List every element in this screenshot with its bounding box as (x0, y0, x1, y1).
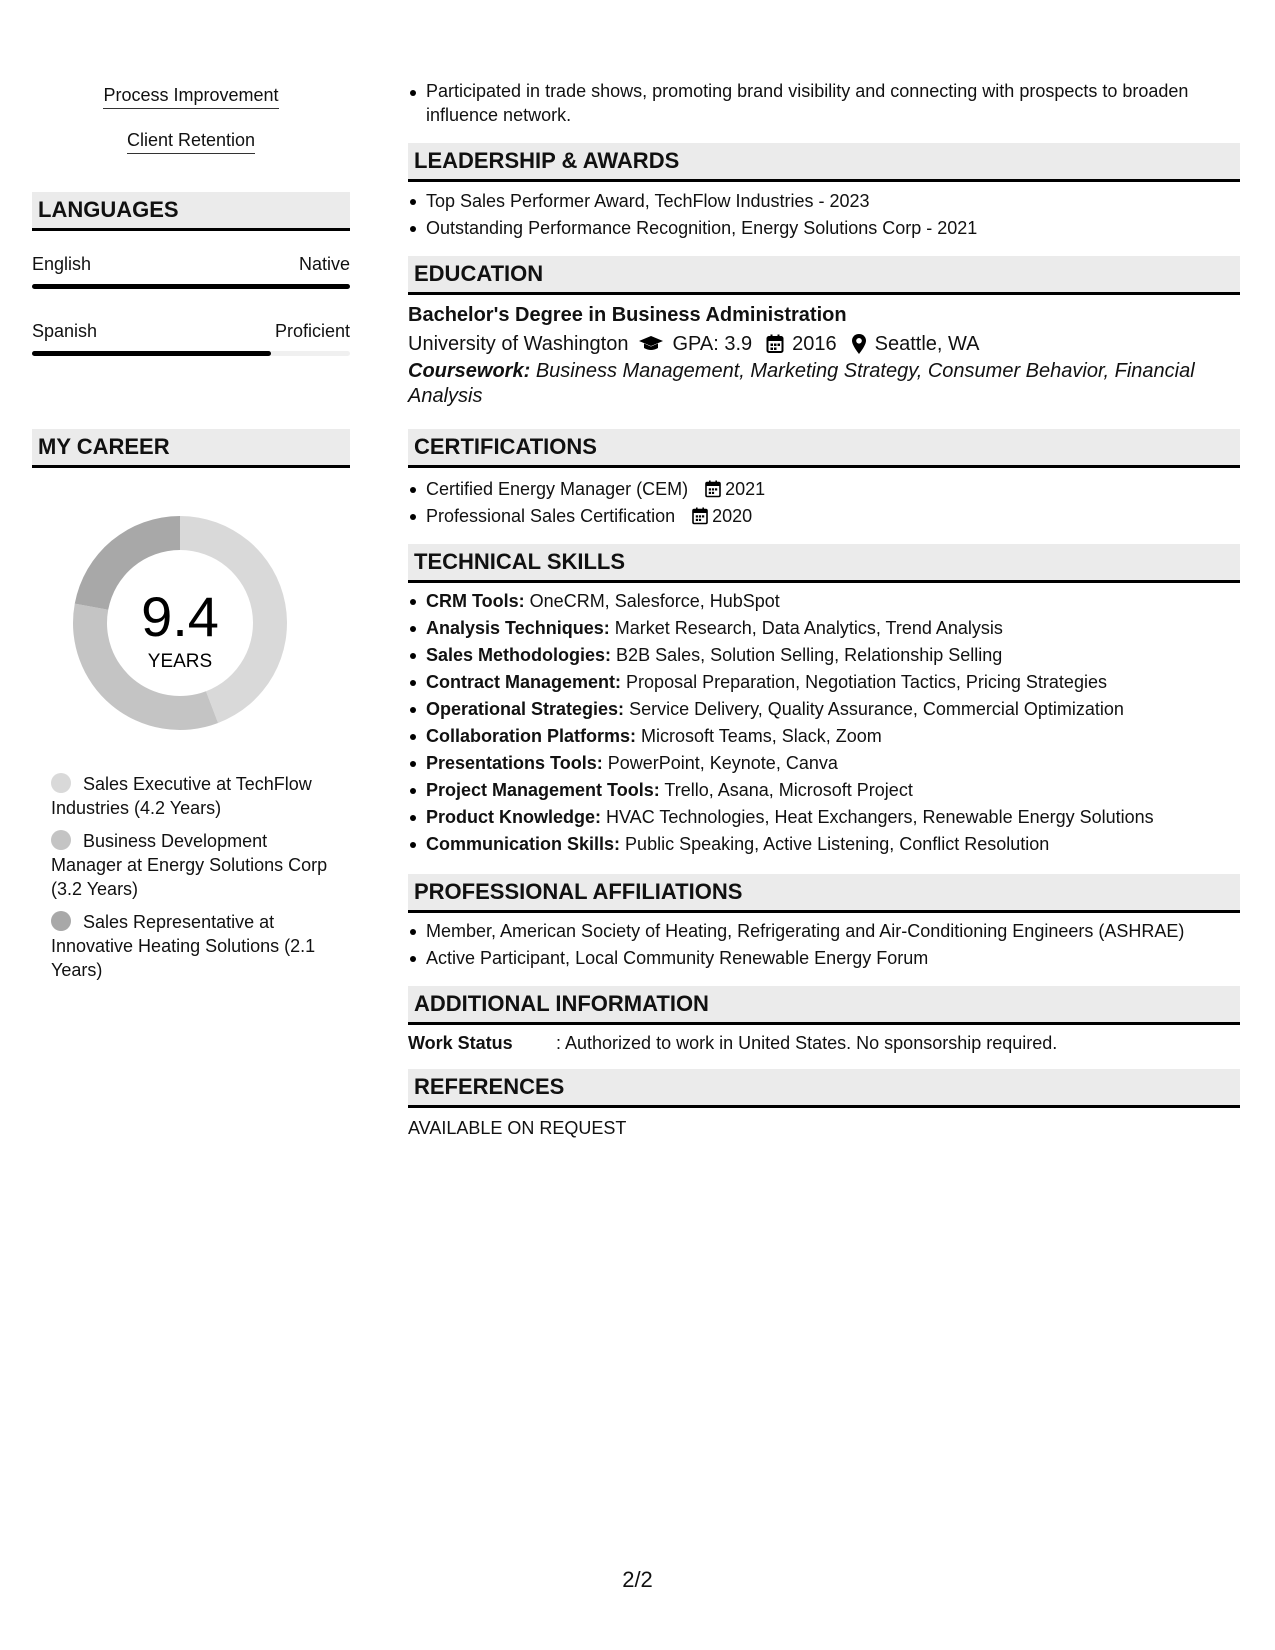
affiliations-heading: PROFESSIONAL AFFILIATIONS (408, 874, 1240, 913)
language-level-bar (32, 351, 350, 356)
graduation-cap-icon (638, 335, 664, 353)
certification-year: 2021 (725, 479, 766, 499)
languages-heading: LANGUAGES (32, 192, 350, 231)
legend-dot-icon (51, 911, 71, 931)
language-name: English (32, 254, 92, 274)
career-total-years: 9.4 (141, 585, 219, 648)
language-item (32, 320, 350, 356)
certifications-heading: CERTIFICATIONS (408, 429, 1240, 468)
certifications-list (408, 476, 1240, 530)
language-item (32, 253, 350, 289)
affiliations-list (408, 918, 1240, 972)
career-total-unit: YEARS (147, 651, 213, 672)
legend-dot-icon (51, 830, 71, 850)
page-number: 2/2 (622, 1567, 653, 1592)
language-level: Proficient (274, 321, 350, 341)
degree-title: Bachelor's Degree in Business Administration (408, 304, 847, 326)
skill-tag: Client Retention (32, 129, 350, 174)
location-pin-icon (851, 333, 867, 355)
education-entry (408, 301, 1240, 409)
career-legend-item: Sales Executive at TechFlow Industries (4.2 Years) (51, 774, 312, 818)
coursework: Coursework: Business Management, Marketing Strategy, Consumer Behavior, Financial Analysis (408, 360, 1195, 407)
technical-skill-item: Product Knowledge: HVAC Technologies, Heat Exchangers, Renewable Energy Solutions (408, 804, 1240, 831)
technical-skill-item: Analysis Techniques: Market Research, Data Analytics, Trend Analysis (408, 615, 1240, 642)
work-status-label: Work Status (408, 1033, 513, 1053)
sidebar (32, 84, 350, 991)
work-status-value: : Authorized to work in United States. No sponsorship required. (556, 1033, 1058, 1053)
award-item: Top Sales Performer Award, TechFlow Industries - 2023 (408, 188, 1240, 215)
school-name: University of Washington (408, 333, 629, 355)
awards-list (408, 188, 1240, 242)
career-heading: MY CAREER (32, 429, 350, 468)
technical-skill-item: CRM Tools: OneCRM, Salesforce, HubSpot (408, 588, 1240, 615)
technical-skill-item: Collaboration Platforms: Microsoft Teams, Slack, Zoom (408, 723, 1240, 750)
calendar-icon (766, 334, 784, 354)
education-heading: EDUCATION (408, 256, 1240, 295)
career-donut-chart (65, 508, 295, 738)
language-level-bar (32, 284, 350, 289)
legend-dot-icon (51, 773, 71, 793)
work-status (408, 1031, 1240, 1055)
career-legend (32, 772, 350, 982)
affiliation-item: Active Participant, Local Community Renewable Energy Forum (408, 945, 1240, 972)
affiliation-item: Member, American Society of Heating, Refrigerating and Air-Conditioning Engineers (ASHRAE) (408, 918, 1240, 945)
school-location: Seattle, WA (874, 333, 980, 355)
graduation-year: 2016 (792, 333, 837, 355)
calendar-icon (705, 480, 721, 498)
technical-skill-item: Sales Methodologies: B2B Sales, Solution Selling, Relationship Selling (408, 642, 1240, 669)
language-name: Spanish (32, 321, 98, 341)
certification-year: 2020 (712, 506, 753, 526)
technical-skills-list (408, 588, 1240, 858)
career-legend-item: Sales Representative at Innovative Heating Solutions (2.1 Years) (51, 912, 316, 980)
awards-heading: LEADERSHIP & AWARDS (408, 143, 1240, 182)
skill-tag: Process Improvement (32, 84, 350, 129)
certification-item: Professional Sales Certification 2020 (408, 503, 1240, 530)
technical-skill-item: Operational Strategies: Service Delivery, Quality Assurance, Commercial Optimization (408, 696, 1240, 723)
technical-skill-item: Project Management Tools: Trello, Asana, Microsoft Project (408, 777, 1240, 804)
experience-bullet: Participated in trade shows, promoting brand visibility and connecting with prospects to broaden influence network. (408, 79, 1240, 127)
technical-skill-item: Presentations Tools: PowerPoint, Keynote, Canva (408, 750, 1240, 777)
additional-info-heading: ADDITIONAL INFORMATION (408, 986, 1240, 1025)
references-text: AVAILABLE ON REQUEST (408, 1118, 627, 1138)
technical-skill-item: Communication Skills: Public Speaking, Active Listening, Conflict Resolution (408, 831, 1240, 858)
language-level: Native (298, 254, 350, 274)
career-legend-item: Business Development Manager at Energy Solutions Corp (3.2 Years) (51, 831, 328, 899)
references-heading: REFERENCES (408, 1069, 1240, 1108)
education-meta (408, 329, 1240, 359)
technical-skill-item: Contract Management: Proposal Preparation, Negotiation Tactics, Pricing Strategies (408, 669, 1240, 696)
technical-skills-heading: TECHNICAL SKILLS (408, 544, 1240, 583)
gpa: GPA: 3.9 (672, 333, 753, 355)
main-content (408, 79, 1240, 1140)
award-item: Outstanding Performance Recognition, Energy Solutions Corp - 2021 (408, 215, 1240, 242)
certification-item: Certified Energy Manager (CEM) 2021 (408, 476, 1240, 503)
experience-bullets (408, 79, 1240, 127)
calendar-icon (692, 507, 708, 525)
